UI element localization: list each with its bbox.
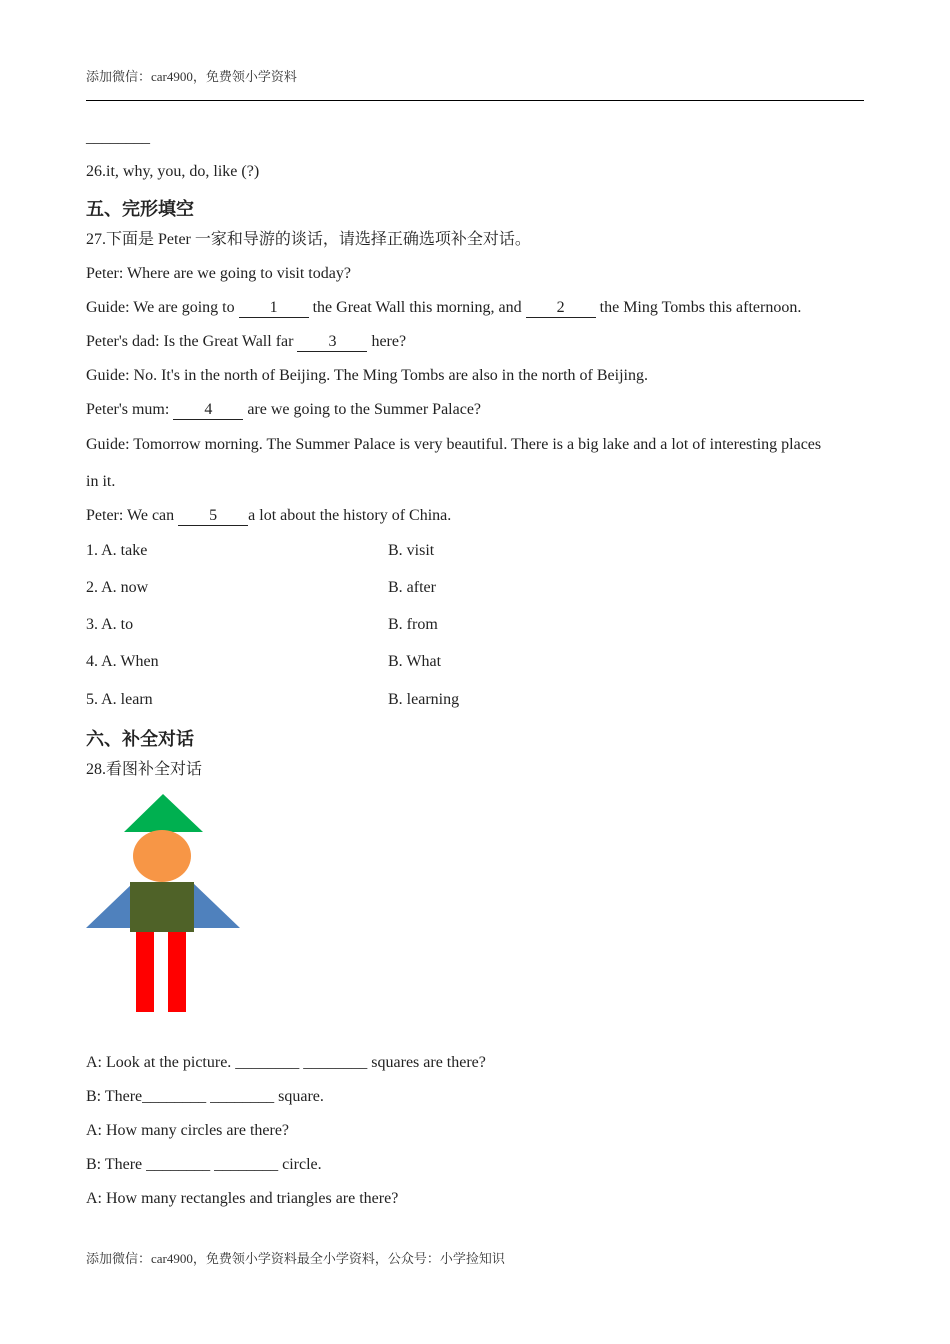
- section-5-title: 五、完形填空: [86, 199, 194, 220]
- option-2-b: B. after: [388, 579, 436, 596]
- shapes-figure: [86, 792, 242, 1014]
- dialogue-line: A: How many circles are there?: [86, 1122, 290, 1139]
- dialogue-line: [86, 332, 406, 352]
- dialogue-line: [86, 506, 451, 526]
- section-6-title: 六、补全对话: [86, 729, 194, 750]
- option-2-a: 2. A. now: [86, 579, 149, 596]
- top-blank: ________: [86, 129, 150, 146]
- blank-3[interactable]: 3: [297, 333, 367, 352]
- blank-2[interactable]: 2: [526, 299, 596, 318]
- dialogue-line: B: There________ ________ square.: [86, 1088, 324, 1105]
- text-span: Guide: We are going to: [86, 299, 239, 316]
- text-span: a lot about the history of China.: [248, 507, 452, 524]
- option-3-a: 3. A. to: [86, 616, 134, 633]
- text-span: here?: [367, 333, 407, 350]
- dialogue-line: A: Look at the picture. ________ ________ squares are there?: [86, 1054, 486, 1071]
- dialogue-line: Guide: Tomorrow morning. The Summer Palace is very beautiful. There is a big lake and a lot of interesting places: [86, 436, 822, 453]
- blank-4[interactable]: 4: [173, 401, 243, 420]
- text-span: the Ming Tombs this afternoon.: [595, 299, 802, 316]
- option-5-a: 5. A. learn: [86, 691, 153, 708]
- question-26: 26.it, why, you, do, like (?): [86, 163, 260, 180]
- dialogue-line: Peter: Where are we going to visit today?: [86, 265, 351, 282]
- blank-5[interactable]: 5: [178, 507, 248, 526]
- dialogue-line: [86, 298, 801, 318]
- page-header: 添加微信：car4900，免费领小学资料: [86, 69, 297, 84]
- right-leg-rectangle: [168, 932, 186, 1012]
- left-leg-rectangle: [136, 932, 154, 1012]
- text-span: Peter: We can: [86, 507, 179, 524]
- option-1-a: 1. A. take: [86, 542, 148, 559]
- option-3-b: B. from: [388, 616, 438, 633]
- option-4-a: 4. A. When: [86, 653, 159, 670]
- option-4-b: B. What: [388, 653, 442, 670]
- body-square: [130, 882, 194, 932]
- dialogue-line: Guide: No. It's in the north of Beijing. The Ming Tombs are also in the north of Beijing.: [86, 367, 648, 384]
- blank-1[interactable]: 1: [239, 299, 309, 318]
- page-footer: 添加微信：car4900，免费领小学资料最全小学资料，公众号：小学捡知识: [86, 1251, 505, 1266]
- header-divider: [86, 100, 864, 101]
- dialogue-line: B: There ________ ________ circle.: [86, 1156, 322, 1173]
- top-triangle: [124, 794, 203, 832]
- left-triangle: [86, 882, 134, 928]
- text-span: the Great Wall this morning, and: [308, 299, 526, 316]
- dialogue-line: in it.: [86, 473, 116, 490]
- dialogue-line: [86, 400, 481, 420]
- text-span: are we going to the Summer Palace?: [243, 401, 482, 418]
- text-span: Peter's dad: Is the Great Wall far: [86, 333, 298, 350]
- head-circle: [133, 830, 191, 882]
- question-27-intro: 27.下面是 Peter 一家和导游的谈话，请选择正确选项补全对话。: [86, 231, 531, 248]
- right-triangle: [192, 882, 240, 928]
- dialogue-line: A: How many rectangles and triangles are there?: [86, 1190, 399, 1207]
- question-28-intro: 28.看图补全对话: [86, 761, 203, 778]
- text-span: Peter's mum:: [86, 401, 174, 418]
- option-5-b: B. learning: [388, 691, 460, 708]
- option-1-b: B. visit: [388, 542, 435, 559]
